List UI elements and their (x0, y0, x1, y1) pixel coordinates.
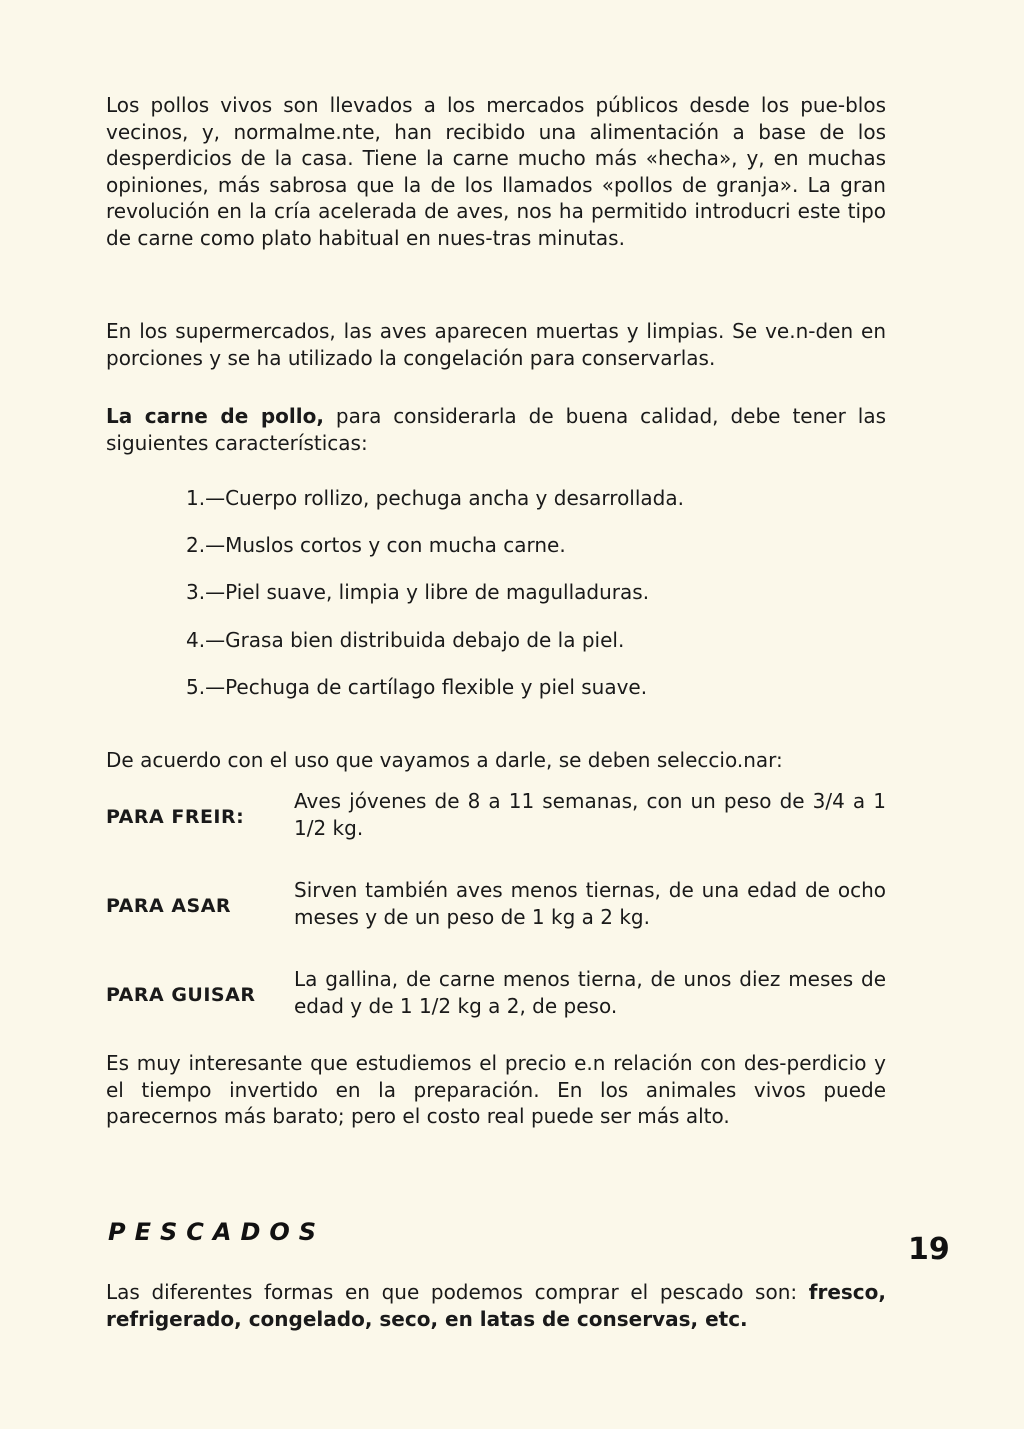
quality-list (186, 486, 684, 722)
use-label: PARA GUISAR (106, 984, 256, 1006)
quality-lead: La carne de pollo, (106, 404, 324, 428)
list-item: 3.—Piel suave, limpia y libre de magulladuras. (186, 580, 650, 605)
use-description: Sirven también aves menos tiernas, de una edad de ocho meses y de un peso de 1 kg a 2 kg. (294, 878, 886, 929)
list-item: 4.—Grasa bien distribuida debajo de la piel. (186, 627, 625, 652)
paragraph-live-chickens: Los pollos vivos son llevados a los mercados públicos desde los pue-blos vecinos, y, normalme.nte, han recibido una alimentación a base de los desperdicios de la casa. Tiene la carne mucho más «hecha», y, en muchas opiniones, más sabrosa que la de los llamados «pollos de granja». La gran revolución en la cría acelerada de aves, nos ha permitido introducri este tipo de carne como plato habitual en nues-tras minutas. (106, 93, 886, 250)
paragraph-fish-forms (106, 1279, 886, 1332)
use-label: PARA FREIR: (106, 806, 245, 828)
page-number: 19 (908, 1232, 950, 1267)
list-item: 5.—Pechuga de cartílago flexible y piel suave. (186, 674, 648, 699)
list-item: 1.—Cuerpo rollizo, pechuga ancha y desarrollada. (186, 486, 684, 510)
section-heading: PESCADOS (108, 1218, 326, 1246)
use-label: PARA ASAR (106, 895, 232, 917)
use-description: La gallina, de carne menos tierna, de unos diez meses de edad y de 1 1/2 kg a 2, de peso. (294, 967, 886, 1018)
use-description: Aves jóvenes de 8 a 11 semanas, con un peso de 3/4 a 1 1/2 kg. (294, 789, 886, 840)
quality-rest: para considerarla de buena calidad, debe tener las siguientes características: (106, 404, 886, 455)
paragraph-quality (106, 403, 886, 456)
paragraph-selection: De acuerdo con el uso que vayamos a darle, se deben seleccio.nar: (106, 748, 783, 772)
fish-intro: Las diferentes formas en que podemos comprar el pescado son: (106, 1280, 809, 1304)
paragraph-price: Es muy interesante que estudiemos el precio e.n relación con des-perdicio y el tiempo invertido en la preparación. En los animales vivos puede parecernos más barato; pero el costo real puede ser más alto. (106, 1051, 886, 1129)
paragraph-supermarkets: En los supermercados, las aves aparecen muertas y limpias. Se ve.n-den en porciones y se ha utilizado la congelación para conservarlas. (106, 319, 886, 370)
fish-forms: fresco, refrigerado, congelado, seco, en latas de conservas, etc. (106, 1280, 886, 1331)
list-item: 2.—Muslos cortos y con mucha carne. (186, 533, 566, 558)
